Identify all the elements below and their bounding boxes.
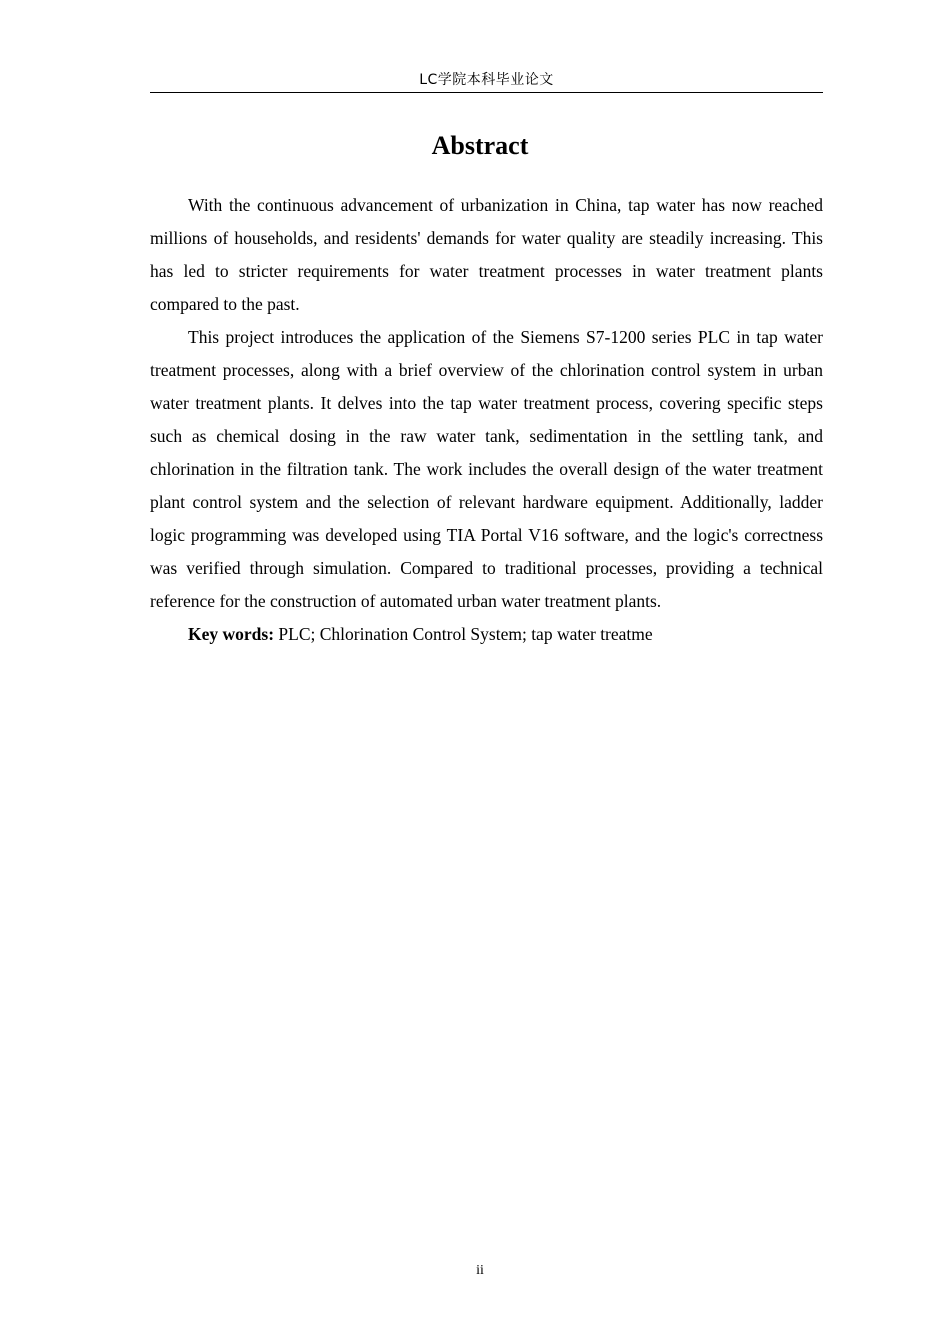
running-header: LC学院本科毕业论文 xyxy=(419,72,554,88)
header-rule xyxy=(150,92,823,93)
keywords-text: PLC; Chlorination Control System; tap water treatme xyxy=(274,624,653,644)
abstract-title: Abstract xyxy=(431,131,529,160)
abstract-body xyxy=(150,189,823,651)
abstract-paragraph-2: This project introduces the application of the Siemens S7-1200 series PLC in tap water treatment processes, along with a brief overview of the chlorination control system in urban water treatment plants. It delves into the tap water treatment process, covering specific steps such as chemical dosing in the raw water tank, sedimentation in the settling tank, and chlorination in the filtration tank. The work includes the overall design of the water treatment plant control system and the selection of relevant hardware equipment. Additionally, ladder logic programming was developed using TIA Portal V16 software, and the logic's correctness was verified through simulation. Compared to traditional processes, providing a technical reference for the construction of automated urban water treatment plants. xyxy=(150,327,823,611)
page-number: ii xyxy=(476,1263,484,1278)
abstract-paragraph-1: With the continuous advancement of urbanization in China, tap water has now reached millions of households, and residents' demands for water quality are steadily increasing. This has led to stricter requirements for water treatment processes in water treatment plants compared to the past. xyxy=(150,195,823,314)
keywords-line xyxy=(150,618,823,651)
keywords-label: Key words: xyxy=(188,624,275,644)
